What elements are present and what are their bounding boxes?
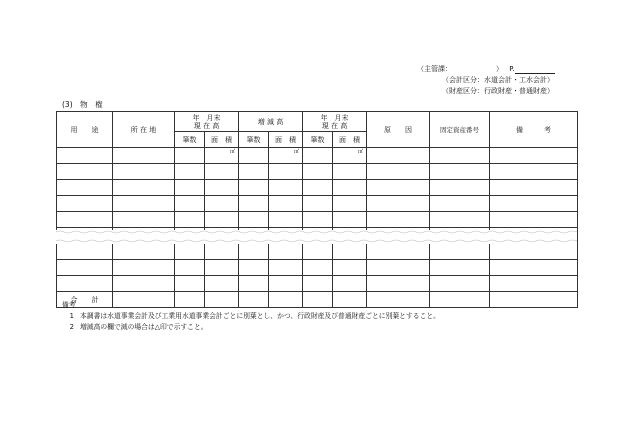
header-asset-no: 固定資産番号 bbox=[430, 112, 490, 148]
header-change: 増 減 高 bbox=[239, 112, 303, 132]
table-cell bbox=[57, 164, 113, 180]
table-cell bbox=[303, 260, 333, 276]
table-cell bbox=[303, 148, 333, 164]
table-cell bbox=[430, 148, 490, 164]
header-current-end-line2: 現 在 高 bbox=[321, 121, 348, 130]
table-cell bbox=[430, 244, 490, 260]
table-cell bbox=[239, 164, 269, 180]
table-cell bbox=[490, 260, 578, 276]
table-cell bbox=[239, 148, 269, 164]
table-cell bbox=[333, 244, 367, 260]
table-cell bbox=[303, 244, 333, 260]
table-row bbox=[57, 212, 578, 228]
table-cell bbox=[57, 244, 113, 260]
subheader-area: 面 積 bbox=[205, 132, 239, 148]
table-cell bbox=[490, 244, 578, 260]
unit-sqm: ㎡ bbox=[333, 148, 367, 164]
subheader-area: 面 積 bbox=[333, 132, 367, 148]
table-cell bbox=[430, 276, 490, 292]
table-cell bbox=[113, 212, 175, 228]
notes-heading: 備考 bbox=[62, 301, 76, 309]
table-cell bbox=[430, 164, 490, 180]
table-cell bbox=[205, 244, 239, 260]
header-location: 所 在 地 bbox=[113, 112, 175, 148]
table-cell bbox=[205, 164, 239, 180]
table-cell bbox=[113, 180, 175, 196]
table-row bbox=[57, 244, 578, 260]
table-cell bbox=[269, 276, 303, 292]
table-cell bbox=[239, 212, 269, 228]
table-cell bbox=[303, 212, 333, 228]
table-cell bbox=[175, 164, 205, 180]
header-current-start-line2: 現 在 高 bbox=[193, 121, 220, 130]
page-number-blank bbox=[515, 66, 555, 74]
table-cell bbox=[367, 164, 430, 180]
table-row bbox=[57, 260, 578, 276]
note-text: 本調書は水道事業会計及び工業用水道事業会計ごとに別葉とし、かつ、行政財産及び普通財産ごとに別葉とすること。 bbox=[80, 312, 440, 320]
table-row bbox=[57, 148, 578, 164]
table-cell bbox=[333, 212, 367, 228]
accounting-class: （会計区分：水道会計・工水会計） bbox=[442, 76, 554, 84]
table-cell bbox=[239, 180, 269, 196]
subheader-area: 面 積 bbox=[269, 132, 303, 148]
table-cell bbox=[205, 212, 239, 228]
table-cell bbox=[367, 276, 430, 292]
table-cell bbox=[113, 276, 175, 292]
header-current-end-line1: 年 月末 bbox=[320, 113, 349, 122]
table-cell bbox=[113, 148, 175, 164]
table-cell bbox=[175, 276, 205, 292]
table-cell bbox=[239, 244, 269, 260]
table-cell bbox=[490, 180, 578, 196]
table-cell bbox=[113, 196, 175, 212]
table-cell bbox=[113, 244, 175, 260]
table-cell bbox=[175, 260, 205, 276]
table-cell bbox=[175, 148, 205, 164]
header-current-start bbox=[175, 112, 239, 132]
table-cell bbox=[269, 244, 303, 260]
table-cell bbox=[490, 292, 578, 308]
table-cell bbox=[205, 260, 239, 276]
table-cell bbox=[175, 180, 205, 196]
table-cell bbox=[367, 148, 430, 164]
table-cell bbox=[303, 196, 333, 212]
table-cell bbox=[239, 276, 269, 292]
table-cell bbox=[57, 212, 113, 228]
table-cell bbox=[333, 276, 367, 292]
header-current-start-line1: 年 月末 bbox=[192, 113, 221, 122]
table-cell bbox=[430, 180, 490, 196]
table-cell bbox=[269, 212, 303, 228]
table-cell bbox=[303, 180, 333, 196]
notes-section bbox=[62, 300, 440, 333]
table-cell bbox=[490, 212, 578, 228]
supervisor-close: ） bbox=[496, 65, 503, 73]
table-cell bbox=[367, 196, 430, 212]
table-cell bbox=[205, 180, 239, 196]
table-cell bbox=[333, 164, 367, 180]
table-cell bbox=[239, 260, 269, 276]
table-cell bbox=[367, 180, 430, 196]
header-cause: 原 因 bbox=[367, 112, 430, 148]
table-cell bbox=[430, 212, 490, 228]
table-cell bbox=[490, 276, 578, 292]
table-cell bbox=[333, 260, 367, 276]
property-table bbox=[56, 111, 578, 308]
table-cell bbox=[490, 148, 578, 164]
subheader-count: 筆数 bbox=[175, 132, 205, 148]
table-cell bbox=[490, 164, 578, 180]
table-cell bbox=[269, 196, 303, 212]
table-cell bbox=[113, 164, 175, 180]
table-cell bbox=[175, 244, 205, 260]
table-cell bbox=[333, 196, 367, 212]
table-cell bbox=[57, 260, 113, 276]
header-current-end bbox=[303, 112, 367, 132]
note-number: 2 bbox=[69, 323, 74, 331]
table-cell bbox=[303, 276, 333, 292]
table-row bbox=[57, 180, 578, 196]
unit-sqm: ㎡ bbox=[269, 148, 303, 164]
supervisor-label: （主管課： bbox=[417, 65, 452, 73]
note-item bbox=[62, 322, 440, 333]
table-cell bbox=[205, 196, 239, 212]
table-cell bbox=[367, 212, 430, 228]
table-row bbox=[57, 276, 578, 292]
table-cell bbox=[490, 196, 578, 212]
supervisor-line bbox=[417, 65, 555, 74]
table-row bbox=[57, 164, 578, 180]
table-cell bbox=[239, 196, 269, 212]
table-cell bbox=[113, 260, 175, 276]
table-cell bbox=[269, 180, 303, 196]
table-row bbox=[57, 196, 578, 212]
unit-sqm: ㎡ bbox=[205, 148, 239, 164]
note-number: 1 bbox=[69, 312, 74, 320]
table-cell bbox=[57, 180, 113, 196]
page-prefix: P. bbox=[509, 65, 515, 73]
table-cell bbox=[175, 212, 205, 228]
header-remarks: 備 考 bbox=[490, 112, 578, 148]
table-cell bbox=[57, 276, 113, 292]
property-class: （財産区分：行政財産・普通財産） bbox=[442, 87, 554, 95]
wavy-break-lines bbox=[56, 230, 577, 244]
table-cell bbox=[430, 196, 490, 212]
table-cell bbox=[57, 196, 113, 212]
table-cell bbox=[175, 196, 205, 212]
subheader-count: 筆数 bbox=[303, 132, 333, 148]
table-cell bbox=[57, 148, 113, 164]
total-label: 合 計 bbox=[57, 292, 113, 308]
table-cell bbox=[303, 164, 333, 180]
table-cell bbox=[205, 276, 239, 292]
table-cell bbox=[367, 244, 430, 260]
section-title: (3) 物 権 bbox=[62, 100, 103, 109]
table-cell bbox=[333, 180, 367, 196]
header-use: 用 途 bbox=[57, 112, 113, 148]
table-cell bbox=[367, 260, 430, 276]
table-cell bbox=[430, 260, 490, 276]
table-cell bbox=[269, 164, 303, 180]
table-cell bbox=[269, 260, 303, 276]
note-text: 増減高の欄で減の場合は△印で示すこと。 bbox=[80, 323, 208, 331]
abbreviation-break bbox=[56, 230, 577, 244]
subheader-count: 筆数 bbox=[239, 132, 269, 148]
note-item bbox=[62, 311, 440, 322]
